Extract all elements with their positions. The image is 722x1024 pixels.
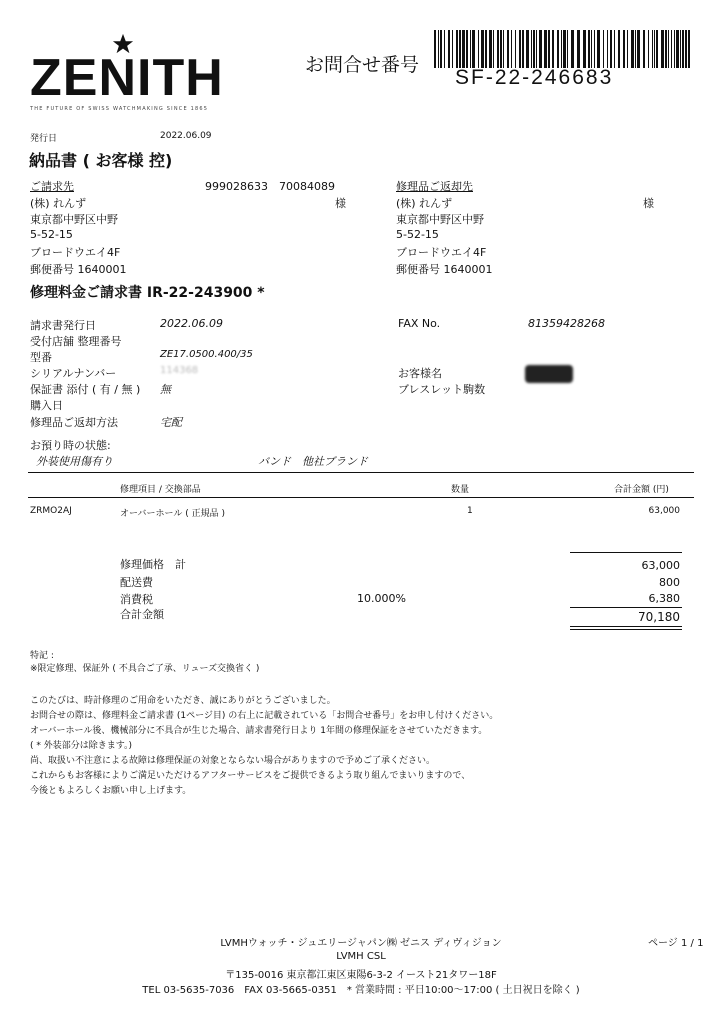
barcode-bar [661,30,664,68]
subtotal-label: 修理価格 計 [120,558,186,571]
purchase-date-label: 購入日 [30,399,63,412]
shipping-label: 配送費 [120,576,153,589]
barcode-bar [571,30,574,68]
tax-value: 6,380 [648,592,680,605]
barcode-bar [627,30,628,68]
model-value: ZE17.0500.400/35 [160,349,253,360]
barcode-bar [652,30,653,68]
return-method-value: 宅配 [160,416,182,429]
barcode-bar [607,30,608,68]
billing-address-3: ブロードウエイ4F [30,246,121,259]
message-line: ( * 外装部分は除きます。) [30,741,133,751]
condition-note-1: 外装使用傷有り [36,455,113,468]
issue-date-label: 発行日 [30,134,58,144]
row-amount: 63,000 [648,506,680,516]
barcode-bar [466,30,468,68]
barcode-bar [544,30,547,68]
row-code: ZRMO2AJ [30,506,72,516]
billing-honorific: 様 [335,197,346,210]
barcode-bar [536,30,537,68]
special-notes-text: ※限定修理、保証外 ( 不具合ご了承、リューズ交換省く ) [30,664,260,674]
return-address-3: ブロードウエイ4F [396,246,487,259]
barcode-bar [637,30,640,68]
barcode-bar [539,30,542,68]
footer-contact: TEL 03-5635-7036 FAX 03-5665-0351 * 営業時間 : 平日10:00～17:00 ( 土日祝日を除く ) [142,985,580,996]
barcode-bar [522,30,524,68]
serial-value: 114368 [160,365,199,376]
barcode-bar [676,30,679,68]
barcode-bar [588,30,590,68]
barcode-bar [459,30,461,68]
issue-date-value: 2022.06.09 [160,131,212,141]
column-total-header: 合計金額 (円) [614,485,669,495]
barcode-bar [665,30,667,68]
message-line: 今後ともよろしくお願い申し上げます。 [30,786,192,796]
barcode-bar [561,30,562,68]
fax-label: FAX No. [398,317,441,330]
barcode-bar [489,30,492,68]
barcode-bar [448,30,450,68]
barcode-bar [548,30,550,68]
return-address-1: 東京都中野区中野 [396,213,484,226]
grand-total-rule [570,607,682,608]
column-item-header: 修理項目 / 交換部品 [120,485,201,495]
barcode-bar [438,30,439,68]
return-name: (株) れんず [396,197,453,210]
return-address-2: 5-52-15 [396,228,439,241]
barcode-bar [472,30,475,68]
barcode-bar [434,30,436,68]
barcode-bar [507,30,509,68]
barcode-bar [635,30,636,68]
barcode-bar [452,30,453,68]
barcode-bar [485,30,487,68]
billing-address-1: 東京都中野区中野 [30,213,118,226]
barcode-bar [623,30,625,68]
warranty-value: 無 [160,383,171,396]
message-line: オーバーホール後、機械部分に不具合が生じた場合、請求書発行日より 1年間の修理保証をさせていただきます。 [30,726,488,736]
billing-postal: 郵便番号 1640001 [30,263,127,276]
barcode-bar [648,30,649,68]
return-heading: 修理品ご返却先 [396,180,473,193]
model-label: 型番 [30,351,52,364]
barcode-bar [557,30,559,68]
page-number: ページ 1 / 1 [648,938,704,949]
message-line: お問合せの際は、修理料金ご請求書 (1ページ目) の右上に記載されている「お問合せ番号」をお申し付けください。 [30,711,499,721]
invoice-issue-date-label: 請求書発行日 [30,319,96,332]
table-header-rule [28,497,694,498]
barcode-bar [515,30,516,68]
column-qty-header: 数量 [451,485,470,495]
barcode-bar [481,30,484,68]
barcode-bar [583,30,586,68]
redacted-customer-name [525,365,573,383]
barcode-bar [603,30,604,68]
barcode-bar [597,30,600,68]
barcode-bar [440,30,442,68]
serial-label: シリアルナンバー [30,367,117,380]
zenith-logo: ZENITH [30,49,224,107]
footer-csl: LVMH CSL [336,951,386,962]
barcode-bar [500,30,502,68]
barcode-bar [456,30,458,68]
condition-label: お預り時の状態: [30,439,111,452]
barcode-bar [591,30,592,68]
inquiry-label: お問合せ番号 [305,54,420,76]
barcode-bar [643,30,645,68]
row-item: オーバーホール ( 正規品 ) [120,509,225,519]
special-notes-label: 特記 : [30,651,54,661]
subtotal-value: 63,000 [641,559,680,572]
fax-value: 81359428268 [528,317,605,330]
tax-rate: 10.000% [357,592,406,605]
condition-note-2: バンド 他社ブランド [258,455,368,468]
billing-address-2: 5-52-15 [30,228,73,241]
billing-codes: 999028633 70084089 [205,180,335,193]
barcode-bar [682,30,684,68]
return-postal: 郵便番号 1640001 [396,263,493,276]
barcode-bar [493,30,494,68]
grand-total-double-rule-2 [570,629,682,630]
barcode-bar [618,30,620,68]
barcode-bar [685,30,687,68]
footer-address: 〒135-0016 東京都江東区東陽6-3-2 イースト21タワー18F [225,970,497,981]
billing-heading: ご請求先 [30,180,74,193]
barcode-bar [478,30,479,68]
barcode-bar [444,30,445,68]
shipping-value: 800 [659,576,680,589]
subtotal-rule [570,552,682,553]
message-line: 尚、取扱い不注意による故障は修理保証の対象とならない場合がありますので予めご了承ください。 [30,756,436,766]
barcode-bar [533,30,535,68]
barcode-bar [519,30,521,68]
grand-total-value: 70,180 [638,610,680,624]
barcode-bar [577,30,580,68]
footer-company: LVMHウォッチ・ジュエリージャパン㈱ ゼニス ディヴィジョン [220,938,502,949]
message-line: このたびは、時計修理のご用命をいただき、誠にありがとうございました。 [30,696,336,706]
invoice-issue-date-value: 2022.06.09 [160,317,223,330]
warranty-label: 保証書 添付 ( 有 / 無 ) [30,383,141,396]
tax-label: 消費税 [120,593,153,606]
barcode-bar [567,30,568,68]
row-qty: 1 [467,506,473,516]
barcode-bar [631,30,634,68]
barcode-bar [680,30,681,68]
brand-tagline: THE FUTURE OF SWISS WATCHMAKING SINCE 1865 [30,106,209,112]
barcode-bar [526,30,529,68]
document-title: 納品書 ( お客様 控) [29,151,173,170]
barcode-bar [531,30,532,68]
billing-name: (株) れんず [30,197,87,210]
message-line: これからもお客様によりご満足いただけるアフターサービスをご提供できるよう取り組んでまいりますので、 [30,771,471,781]
barcode-bar [511,30,512,68]
invoice-title: 修理料金ご請求書 IR-22-243900 * [30,285,265,301]
barcode [434,30,692,68]
barcode-bar [614,30,615,68]
barcode-bar [674,30,675,68]
barcode-bar [668,30,669,68]
barcode-bar [656,30,658,68]
return-method-label: 修理品ご返却方法 [30,416,118,429]
inquiry-number: SF-22-246683 [455,66,614,89]
grand-total-double-rule-1 [570,626,682,627]
barcode-bar [497,30,499,68]
barcode-bar [503,30,504,68]
customer-name-label: お客様名 [398,367,442,380]
bracelet-links-label: ブレスレット駒数 [398,383,486,396]
barcode-bar [594,30,595,68]
store-number-label: 受付店舗 整理番号 [30,335,122,348]
barcode-bar [470,30,471,68]
barcode-bar [552,30,554,68]
barcode-bar [610,30,612,68]
barcode-bar [462,30,465,68]
grand-total-label: 合計金額 [120,608,164,621]
barcode-bar [654,30,655,68]
return-honorific: 様 [643,197,654,210]
barcode-bar [688,30,690,68]
barcode-bar [563,30,566,68]
table-top-rule [28,472,694,473]
barcode-bar [671,30,672,68]
